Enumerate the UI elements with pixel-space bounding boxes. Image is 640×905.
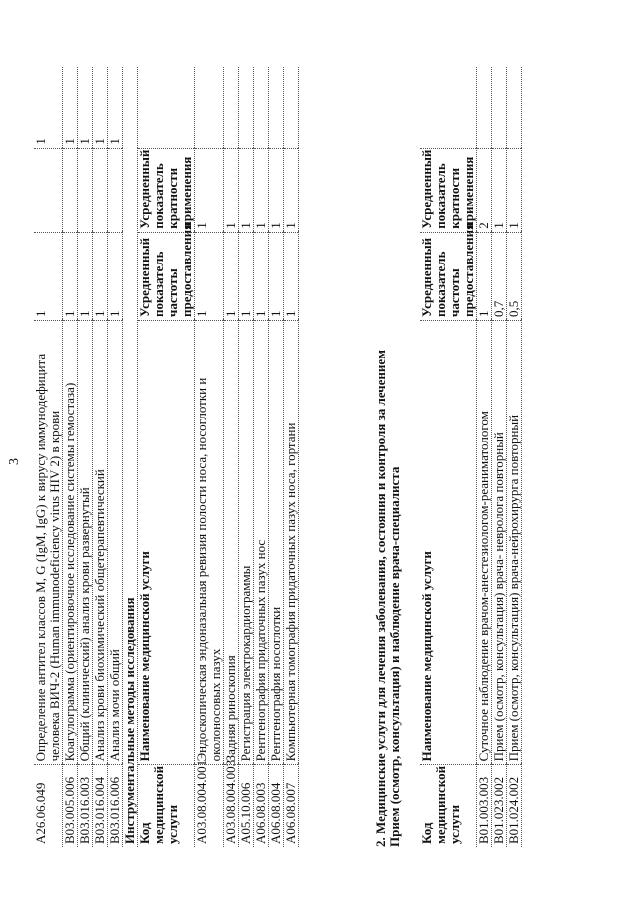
section-title: Инструментальные методы исследования bbox=[123, 67, 138, 847]
section-title-row bbox=[123, 67, 138, 847]
header-empty bbox=[138, 67, 195, 148]
multiplicity-value bbox=[63, 148, 78, 232]
service-name: Рентгенография придаточных пазух нос bbox=[254, 321, 269, 765]
extra-value: 1 bbox=[63, 67, 78, 148]
section2-heading bbox=[374, 67, 402, 847]
service-code: A06.08.004 bbox=[269, 765, 284, 847]
service-code: B01.023.002 bbox=[492, 765, 507, 847]
header-name: Наименование медицинской услуги bbox=[138, 321, 195, 765]
header-code: Код медицинской услуги bbox=[138, 765, 195, 847]
service-name: Прием (осмотр, консультация) врача- невролога повторный bbox=[492, 321, 507, 765]
extra-value: 1 bbox=[108, 67, 123, 148]
header-frequency: Усредненный показатель частоты предоставления bbox=[420, 232, 477, 320]
service-name: Коагулограмма (ориентировочное исследование системы гемостаза) bbox=[63, 321, 78, 765]
specialist-header bbox=[420, 67, 477, 847]
header-empty bbox=[420, 67, 477, 148]
multiplicity-value bbox=[93, 148, 108, 232]
service-name: Эндоскопическая эндоназальная ревизия полости носа, носоглотки и околоносовых пазух bbox=[195, 321, 224, 765]
service-name: Регистрация электрокардиограммы bbox=[239, 321, 254, 765]
extra-value: 1 bbox=[34, 67, 63, 148]
extra-value bbox=[284, 67, 299, 148]
multiplicity-value: 1 bbox=[254, 148, 269, 232]
section2-title: 2. Медицинские услуги для лечения заболевания, состояния и контроля за лечением bbox=[373, 349, 388, 847]
service-code: A03.08.004.001 bbox=[195, 765, 224, 847]
specialist-body bbox=[477, 67, 522, 847]
table-row bbox=[254, 67, 269, 847]
service-code: B01.003.003 bbox=[477, 765, 492, 847]
extra-value bbox=[239, 67, 254, 148]
service-code: A05.10.006 bbox=[239, 765, 254, 847]
multiplicity-value: 1 bbox=[239, 148, 254, 232]
frequency-value: 1 bbox=[34, 232, 63, 320]
service-name: Анализ крови биохимический общетерапевтический bbox=[93, 321, 108, 765]
multiplicity-value bbox=[108, 148, 123, 232]
frequency-value: 1 bbox=[477, 232, 492, 320]
frequency-value: 1 bbox=[284, 232, 299, 320]
service-code: B03.016.006 bbox=[108, 765, 123, 847]
lab-tests-body bbox=[34, 67, 123, 847]
multiplicity-value bbox=[34, 148, 63, 232]
frequency-value: 1 bbox=[78, 232, 93, 320]
extra-value bbox=[507, 67, 522, 148]
table-row bbox=[63, 67, 78, 847]
specialist-consultation-table bbox=[420, 67, 522, 847]
extra-value bbox=[477, 67, 492, 148]
service-name: Компьютерная томография придаточных пазух носа, гортани bbox=[284, 321, 299, 765]
frequency-value: 1 bbox=[224, 232, 239, 320]
extra-value: 1 bbox=[78, 67, 93, 148]
service-code: A06.08.003 bbox=[254, 765, 269, 847]
frequency-value: 1 bbox=[195, 232, 224, 320]
multiplicity-value: 1 bbox=[224, 148, 239, 232]
frequency-value: 1 bbox=[108, 232, 123, 320]
extra-value: 1 bbox=[93, 67, 108, 148]
service-name: Анализ мочи общий bbox=[108, 321, 123, 765]
extra-value bbox=[224, 67, 239, 148]
service-name: Задняя риноскопия bbox=[224, 321, 239, 765]
frequency-value: 1 bbox=[93, 232, 108, 320]
frequency-value: 1 bbox=[269, 232, 284, 320]
table-row bbox=[507, 67, 522, 847]
service-name: Суточное наблюдение врачом-анестезиологом-реаниматологом bbox=[477, 321, 492, 765]
table-row bbox=[93, 67, 108, 847]
multiplicity-value bbox=[78, 148, 93, 232]
multiplicity-value: 1 bbox=[284, 148, 299, 232]
extra-value bbox=[492, 67, 507, 148]
service-name: Прием (осмотр, консультация) врача-нейрохирурга повторный bbox=[507, 321, 522, 765]
service-code: B03.016.003 bbox=[78, 765, 93, 847]
extra-value bbox=[254, 67, 269, 148]
table-row bbox=[108, 67, 123, 847]
lab-and-instrumental-table bbox=[34, 67, 299, 847]
multiplicity-value: 1 bbox=[195, 148, 224, 232]
frequency-value: 0,7 bbox=[492, 232, 507, 320]
table-row bbox=[34, 67, 63, 847]
service-name: Определение антител классов M, G (IgM, IgG) к вирусу иммунодефицита человека ВИЧ-2 (Human immunodeficiency virus HIV 2) в крови bbox=[34, 321, 63, 765]
multiplicity-value: 1 bbox=[269, 148, 284, 232]
frequency-value: 1 bbox=[254, 232, 269, 320]
frequency-value: 1 bbox=[239, 232, 254, 320]
service-code: A26.06.049 bbox=[34, 765, 63, 847]
header-name: Наименование медицинской услуги bbox=[420, 321, 477, 765]
table-row bbox=[224, 67, 239, 847]
frequency-value: 1 bbox=[63, 232, 78, 320]
frequency-value: 0,5 bbox=[507, 232, 522, 320]
multiplicity-value: 2 bbox=[477, 148, 492, 232]
service-name: Рентгенография носоглотки bbox=[269, 321, 284, 765]
service-code: B03.016.004 bbox=[93, 765, 108, 847]
service-code: A06.08.007 bbox=[284, 765, 299, 847]
header-code: Код медицинской услуги bbox=[420, 765, 477, 847]
multiplicity-value: 1 bbox=[507, 148, 522, 232]
table-header-row bbox=[420, 67, 477, 847]
extra-value bbox=[195, 67, 224, 148]
service-code: B01.024.002 bbox=[507, 765, 522, 847]
instrumental-section bbox=[123, 67, 195, 847]
header-multiplicity: Усредненный показатель кратности применения bbox=[138, 148, 195, 232]
table-row bbox=[239, 67, 254, 847]
service-code: A03.08.004.003 bbox=[224, 765, 239, 847]
table-row bbox=[492, 67, 507, 847]
extra-value bbox=[269, 67, 284, 148]
header-multiplicity: Усредненный показатель кратности применения bbox=[420, 148, 477, 232]
table-row bbox=[195, 67, 224, 847]
multiplicity-value: 1 bbox=[492, 148, 507, 232]
table-header-row bbox=[138, 67, 195, 847]
header-frequency: Усредненный показатель частоты предоставления bbox=[138, 232, 195, 320]
table-row bbox=[78, 67, 93, 847]
table-row bbox=[284, 67, 299, 847]
table-row bbox=[477, 67, 492, 847]
service-name: Общий (клинический) анализ крови развернутый bbox=[78, 321, 93, 765]
service-code: B03.005.006 bbox=[63, 765, 78, 847]
section2-subtitle: Прием (осмотр, консультация) и наблюдение врача-специалиста bbox=[387, 466, 402, 847]
page-number: 3 bbox=[7, 458, 22, 465]
table-row bbox=[269, 67, 284, 847]
instrumental-body bbox=[195, 67, 299, 847]
